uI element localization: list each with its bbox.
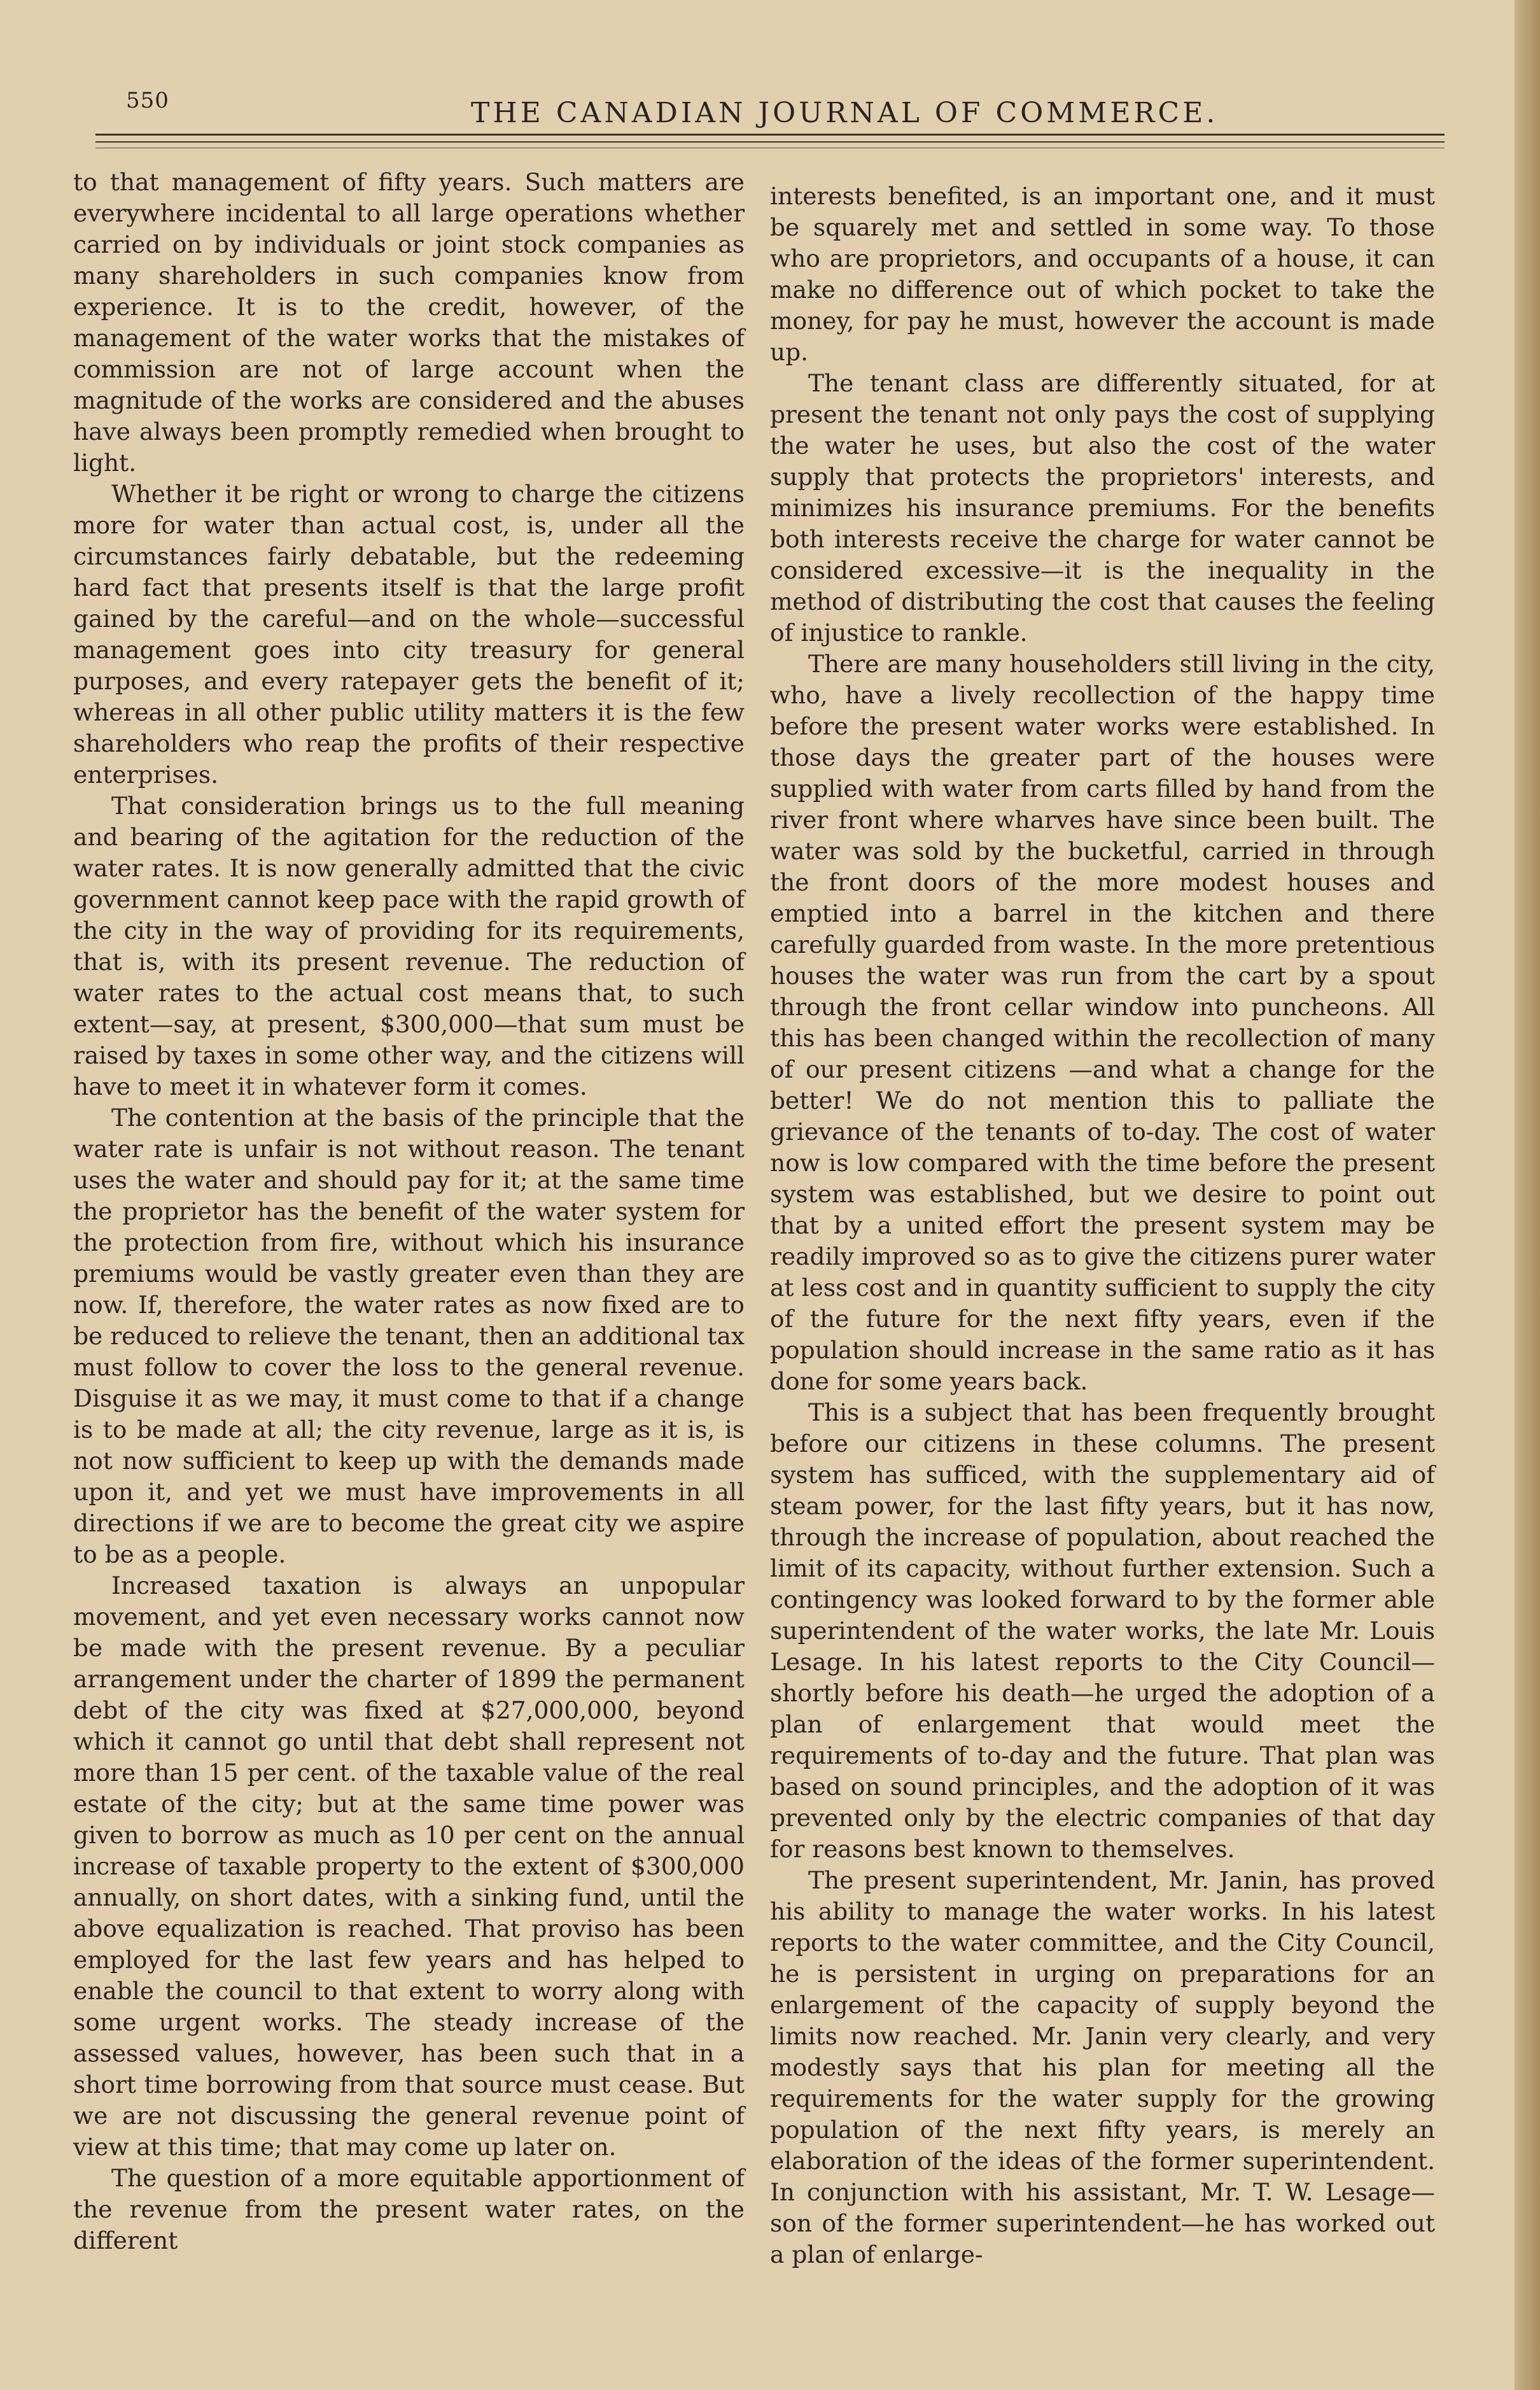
paragraph: This is a subject that has been frequently brought before our citizens in these columns. The present system has sufficed, with the supplementary aid of steam power, for the last fifty years, but it has now, through the increase of population, about reached the limit of its capacity, without further extension. Such a contingency was looked forward to by the former able superintendent of the water works, the late Mr. Louis Lesage. In his latest reports to the City Council—shortly before his death—he urged the adoption of a plan of enlargement that would meet the requirements of to-day and the future. That plan was based on sound principles, and the adoption of it was prevented only by the electric companies of that day for reasons best known to themselves. [770,1398,1435,1863]
paragraph: Increased taxation is always an unpopular movement, and yet even necessary works cannot now be made with the present revenue. By a peculiar arrangement under the charter of 1899 the permanent debt of the city was fixed at $27,000,000, beyond which it cannot go until that debt shall represent not more than 15 per cent. of the taxable value of the real estate of the city; but at the same time power was given to borrow as much as 10 per cent on the annual increase of taxable property to the extent of $300,000 annually, on short dates, with a sinking fund, until the above equalization is reached. That proviso has been employed for the last few years and has helped to enable the council to that extent to worry along with some urgent works. The steady increase of the assessed values, however, has been such that in a short time borrowing from that source must cease. But we are not discussing the general revenue point of view at this time; that may come up later on. [73,1571,745,2161]
paragraph: The tenant class are differently situated, for at present the tenant not only pays the cost of supplying the water he uses, but also the cost of the water supply that protects the proprietors' interests, and minimizes his insurance premiums. For the benefits both interests receive the charge for water cannot be considered excessive—it is the inequality in the method of distributing the cost that causes the feeling of injustice to rankle. [770,369,1435,647]
header-rule [95,141,1445,143]
paragraph: interests benefited, is an important one, and it must be squarely met and settled in some way. To those who are proprietors, and occupants of a house, it can make no difference out of which pocket to take the money, for pay he must, however the account is made up. [770,182,1435,366]
paragraph: The present superintendent, Mr. Janin, has proved his ability to manage the water works. In his latest reports to the water committee, and the City Council, he is persistent in urging on preparations for an enlargement of the capacity of supply beyond the limits now reached. Mr. Janin very clearly, and very modestly says that his plan for meeting all the requirements for the water supply for the growing population of the next fifty years, is merely an elaboration of the ideas of the former superintendent. In conjunction with his assistant, Mr. T. W. Lesage—son of the former superintendent—he has worked out a plan of enlarge- [770,1866,1435,2268]
page-edge-shadow [1515,0,1540,2390]
left-column [73,167,745,2256]
page-number: 550 [126,88,169,113]
paragraph: to that management of fifty years. Such matters are everywhere incidental to all large operations whether carried on by individuals or joint stock companies as many shareholders in such companies know from experience. It is to the credit, however, of the management of the water works that the mistakes of commission are not of large account when the magnitude of the works are considered and the abuses have always been promptly remedied when brought to light. [73,168,745,477]
header-rule [95,134,1445,136]
paragraph: The contention at the basis of the principle that the water rate is unfair is not without reason. The tenant uses the water and should pay for it; at the same time the proprietor has the benefit of the water system for the protection from fire, without which his insurance premiums would be vastly greater even than they are now. If, therefore, the water rates as now fixed are to be reduced to relieve the tenant, then an additional tax must follow to cover the loss to the general revenue. Disguise it as we may, it must come to that if a change is to be made at all; the city revenue, large as it is, is not now sufficient to keep up with the demands made upon it, and yet we must have improvements in all directions if we are to become the great city we aspire to be as a people. [73,1104,745,1568]
paragraph: The question of a more equitable apportionment of the revenue from the present water rates, on the different [73,2164,745,2254]
right-column [770,181,1435,2270]
paragraph: Whether it be right or wrong to charge the citizens more for water than actual cost, is, under all the circumstances fairly debatable, but the redeeming hard fact that presents itself is that the large profit gained by the careful—and on the whole—successful management goes into city treasury for general purposes, and every ratepayer gets the benefit of it; whereas in all other public utility matters it is the few shareholders who reap the profits of their respective enterprises. [73,480,745,789]
running-header-title: THE CANADIAN JOURNAL OF COMMERCE. [471,97,1219,129]
paragraph: There are many householders still living in the city, who, have a lively recollection of the happy time before the present water works were established. In those days the greater part of the houses were supplied with water from carts filled by hand from the river front where wharves have since been built. The water was sold by the bucketful, carried in through the front doors of the more modest houses and emptied into a barrel in the kitchen and there carefully guarded from waste. In the more pretentious houses the water was run from the cart by a spout through the front cellar window into puncheons. All this has been changed within the recollection of many of our present citizens —and what a change for the better! We do not mention this to palliate the grievance of the tenants of to-day. The cost of water now is low compared with the time before the present system was established, but we desire to point out that by a united effort the present system may be readily improved so as to give the citizens purer water at less cost and in quantity sufficient to supply the city of the future for the next fifty years, even if the population should increase in the same ratio as it has done for some years back. [770,650,1435,1395]
paragraph: That consideration brings us to the full meaning and bearing of the agitation for the reduction of the water rates. It is now generally admitted that the civic government cannot keep pace with the rapid growth of the city in the way of providing for its requirements, that is, with its present revenue. The reduction of water rates to the actual cost means that, to such extent—say, at present, $300,000—that sum must be raised by taxes in some other way, and the citizens will have to meet it in whatever form it comes. [73,792,745,1100]
